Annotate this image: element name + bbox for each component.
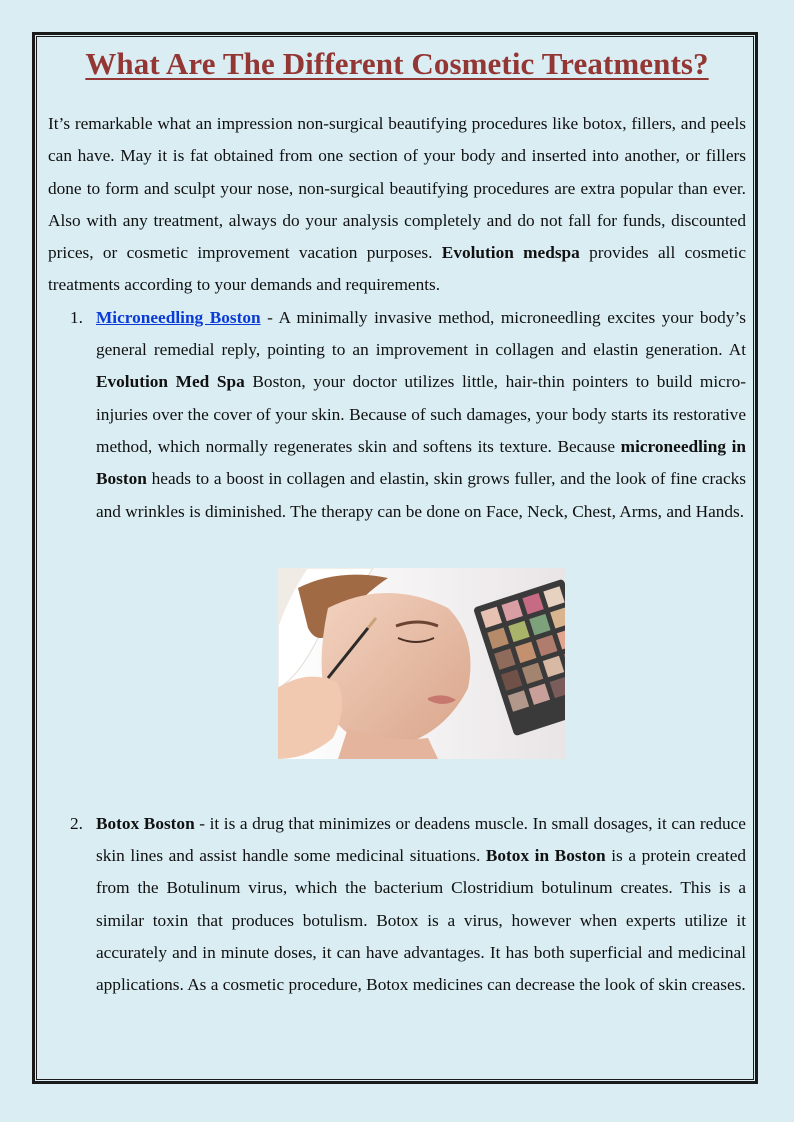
item2-text-2: is a protein created from the Botulinum virus, which the bacterium Clostridium botulinum creates. This is a similar toxin that produces botulism. Botox is a virus, however when experts utilize it accurately and in minute doses, it can have advantages. It has both superficial and medicinal applications. As a cosmetic procedure, Botox medicines can decrease the look of skin creases. [96, 846, 747, 995]
item2-text-1: - it is a drug that minimizes or deadens muscle. In small dosages, it can reduce skin lines and assist handle some medicinal situations. [96, 813, 746, 866]
document-body [48, 46, 746, 1002]
intro-tail: provides all cosmetic treatments according to your demands and requirements. [48, 243, 746, 295]
item1-text-3: heads to a boost in collagen and elastin, skin grows fuller, and the look of fine cracks and wrinkles is diminished. The therapy can be done on Face, Neck, Chest, Arms, and Hands. [96, 469, 746, 521]
intro-text: It’s remarkable what an impression non-surgical beautifying procedures like botox, fillers, and peels can have. May it is fat obtained from one section of your body and inserted into another, or fillers done to form and sculpt your nose, non-surgical beautifying procedures are extra popular than ever. Also with any treatment, always do your analysis completely and do not fall for funds, discounted prices, or cosmetic improvement vacation purposes. [48, 114, 746, 263]
item2-bold-heading: Botox Boston [96, 813, 195, 833]
item2-bold-1: Botox in Boston [485, 846, 606, 866]
makeup-application-photo [278, 568, 565, 759]
item1-bold-1: Evolution Med Spa [96, 372, 245, 392]
intro-paragraph [48, 108, 746, 302]
list-item-microneedling [48, 302, 746, 528]
item1-text-1: - A minimally invasive method, microneedling excites your body’s general remedial reply, pointing to an improvement in collagen and elastin generation. At [96, 307, 746, 360]
microneedling-boston-link[interactable]: Microneedling Boston [96, 307, 261, 327]
item1-text-2: Boston, your doctor utilizes little, hair-thin pointers to build micro-injuries over the cover of your skin. Because of such damages, your body starts its restorative method, which normally regenerates skin and softens its texture. Because [96, 372, 746, 456]
list-number: 2. [70, 813, 83, 833]
item1-bold-2: microneedling in Boston [96, 436, 746, 489]
page-title: What Are The Different Cosmetic Treatments? [85, 46, 709, 81]
intro-bold-brand: Evolution medspa [441, 243, 580, 263]
treatment-list [48, 302, 746, 528]
list-item-botox [48, 808, 746, 1002]
list-number: 1. [70, 307, 83, 327]
treatment-list-continued [48, 808, 746, 1002]
figure-container [48, 528, 746, 808]
